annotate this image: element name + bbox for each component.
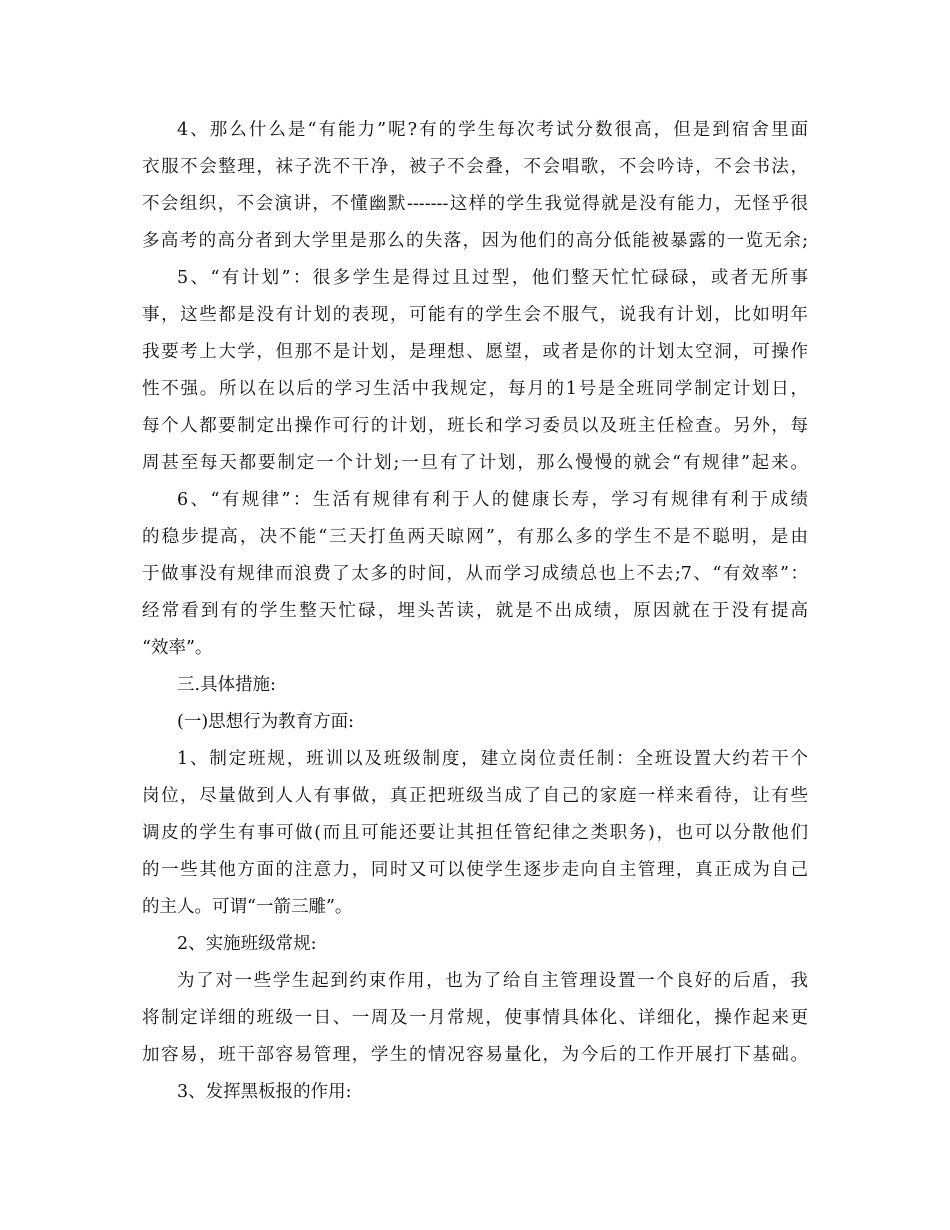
text-line: 为了对一些学生起到约束作用，也为了给自主管理设置一个良好的后盾，我 <box>177 971 808 991</box>
text-line: 5、“有计划”：很多学生是得过且过型，他们整天忙忙碌碌，或者无所事 <box>177 268 808 288</box>
document-body <box>142 112 808 1111</box>
text-line: 的主人。可谓“一箭三雕”。 <box>142 897 353 917</box>
text-line: 将制定详细的班级一日、一周及一月常规，使事情具体化、详细化，操作起来更 <box>142 1008 808 1028</box>
text-line: 2、实施班级常规: <box>177 934 317 954</box>
text-line: 事，这些都是没有计划的表现，可能有的学生会不服气，说我有计划，比如明年 <box>142 305 808 325</box>
text-line: 6、“有规律”：生活有规律有利于人的健康长寿，学习有规律有利于成绩 <box>177 490 808 510</box>
text-line: 周甚至每天都要制定一个计划;一旦有了计划，那么慢慢的就会“有规律”起来。 <box>142 453 808 473</box>
text-line: 1、制定班规，班训以及班级制度，建立岗位责任制：全班设置大约若干个 <box>177 749 808 769</box>
text-line: 性不强。所以在以后的学习生活中我规定，每月的1号是全班同学制定计划日， <box>142 379 808 399</box>
text-line: “效率”。 <box>142 638 213 658</box>
text-line: 调皮的学生有事可做(而且可能还要让其担任管纪律之类职务)，也可以分散他们 <box>142 823 808 843</box>
text-line: 4、那么什么是“有能力”呢?有的学生每次考试分数很高，但是到宿舍里面 <box>177 120 808 140</box>
text-line: 加容易，班干部容易管理，学生的情况容易量化，为今后的工作开展打下基础。 <box>142 1045 808 1065</box>
text-line: 于做事没有规律而浪费了太多的时间，从而学习成绩总也上不去;7、“有效率”： <box>142 564 808 584</box>
text-line: 不会组织，不会演讲，不懂幽默-------这样的学生我觉得就是没有能力，无怪乎很 <box>142 194 808 214</box>
text-line: 岗位，尽量做到人人有事做，真正把班级当成了自己的家庭一样来看待，让有些 <box>142 786 808 806</box>
text-line: 我要考上大学，但那不是计划，是理想、愿望，或者是你的计划太空洞，可操作 <box>142 342 808 362</box>
text-line: 的稳步提高，决不能“三天打鱼两天晾网”，有那么多的学生不是不聪明，是由 <box>142 527 808 547</box>
text-line: 三.具体措施: <box>177 675 276 695</box>
text-line: 每个人都要制定出操作可行的计划，班长和学习委员以及班主任检查。另外，每 <box>142 416 808 436</box>
text-line: 的一些其他方面的注意力，同时又可以使学生逐步走向自主管理，真正成为自己 <box>142 860 808 880</box>
text-line: 3、发挥黑板报的作用: <box>177 1082 352 1102</box>
text-line: (一)思想行为教育方面: <box>177 712 355 732</box>
text-line: 衣服不会整理，袜子洗不干净，被子不会叠，不会唱歌，不会吟诗，不会书法， <box>142 157 808 177</box>
text-line: 经常看到有的学生整天忙碌，埋头苦读，就是不出成绩，原因就在于没有提高 <box>142 601 808 621</box>
text-line: 多高考的高分者到大学里是那么的失落，因为他们的高分低能被暴露的一览无余; <box>142 231 808 251</box>
